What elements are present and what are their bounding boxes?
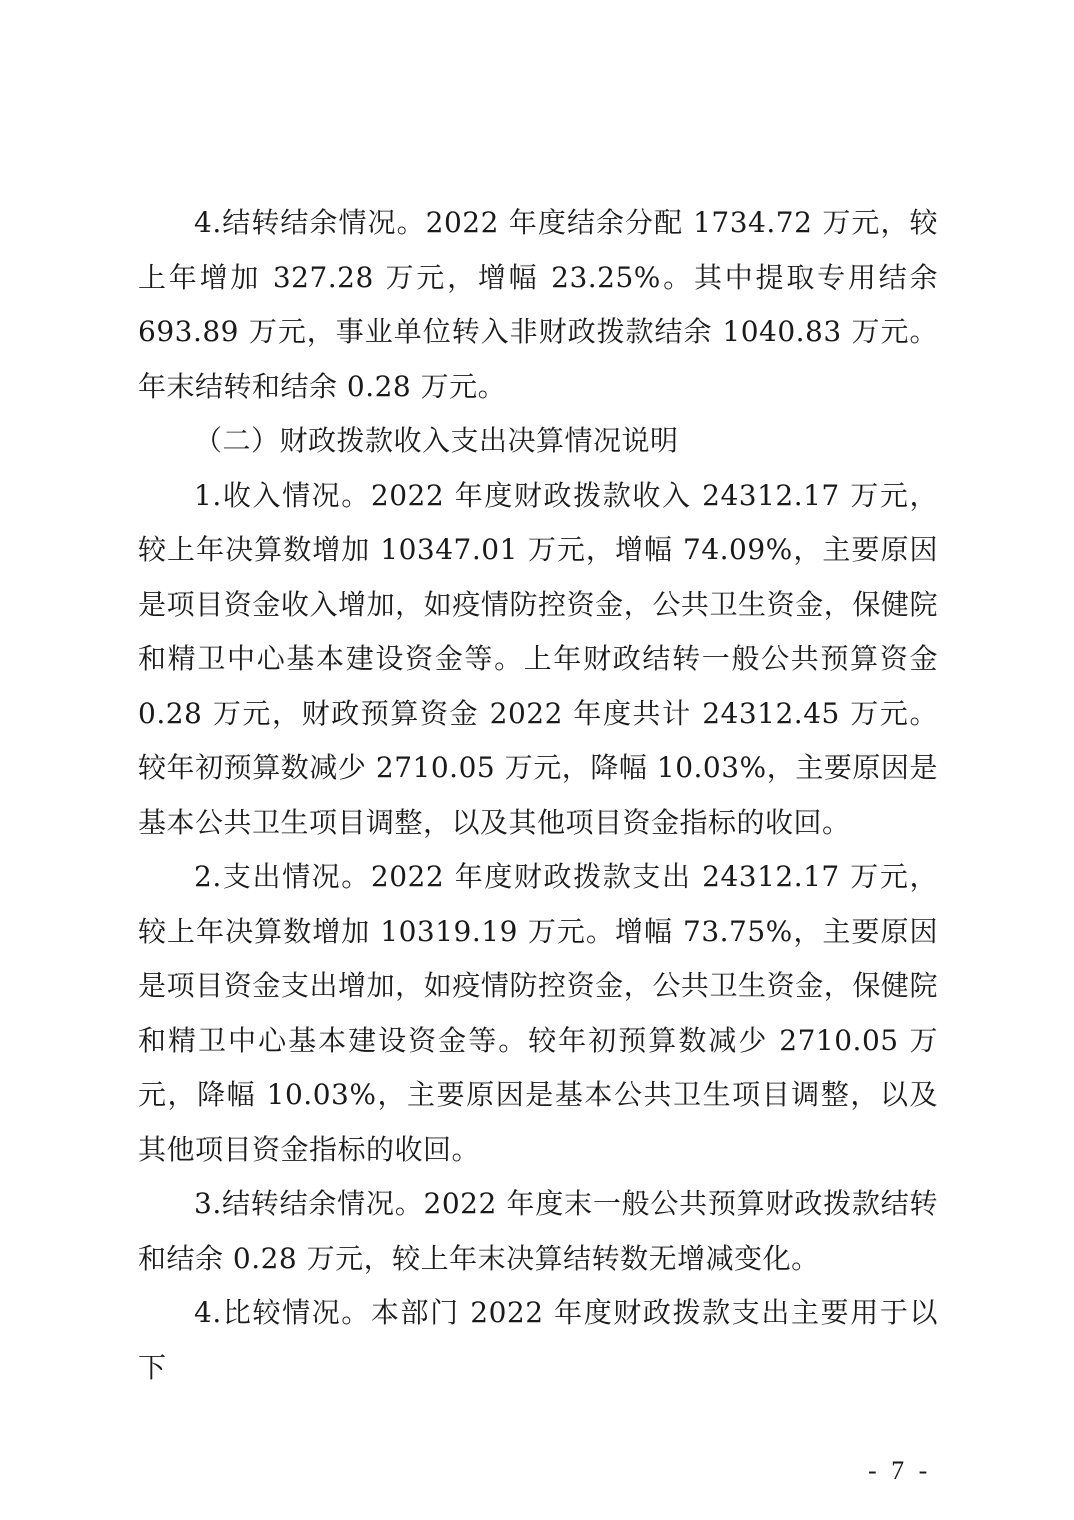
- paragraph-carryover-surplus: 4.结转结余情况。2022 年度结余分配 1734.72 万元，较上年增加 327.28 万元，增幅 23.25%。其中提取专用结余 693.89 万元，事业单位转入非财政拨款结余 1040.83 万元。年末结转和结余 0.28 万元。: [138, 206, 938, 403]
- paragraph-comparison: 4.比较情况。本部门 2022 年度财政拨款支出主要用于以下: [138, 1296, 938, 1384]
- document-body: [138, 196, 938, 1395]
- section-heading-fiscal-appropriation: （二）财政拨款收入支出决算情况说明: [194, 424, 679, 457]
- paragraph-income: 1.收入情况。2022 年度财政拨款收入 24312.17 万元，较上年决算数增加 10347.01 万元，增幅 74.09%，主要原因是项目资金收入增加，如疫情防控资金，公共卫生资金，保健院和精卫中心基本建设资金等。上年财政结转一般公共预算资金 0.28 万元，财政预算资金 2022 年度共计 24312.45 万元。较年初预算数减少 2710.05 万元，降幅 10.03%，主要原因是基本公共卫生项目调整，以及其他项目资金指标的收回。: [138, 478, 938, 839]
- page-number: - 7 -: [868, 1456, 932, 1485]
- paragraph-carryover-fiscal: 3.结转结余情况。2022 年度末一般公共预算财政拨款结转和结余 0.28 万元，较上年末决算结转数无增减变化。: [138, 1187, 938, 1275]
- paragraph-expenditure: 2.支出情况。2022 年度财政拨款支出 24312.17 万元，较上年决算数增加 10319.19 万元。增幅 73.75%，主要原因是项目资金支出增加，如疫情防控资金，公共卫生资金，保健院和精卫中心基本建设资金等。较年初预算数减少 2710.05 万元，降幅 10.03%，主要原因是基本公共卫生项目调整，以及其他项目资金指标的收回。: [138, 860, 938, 1166]
